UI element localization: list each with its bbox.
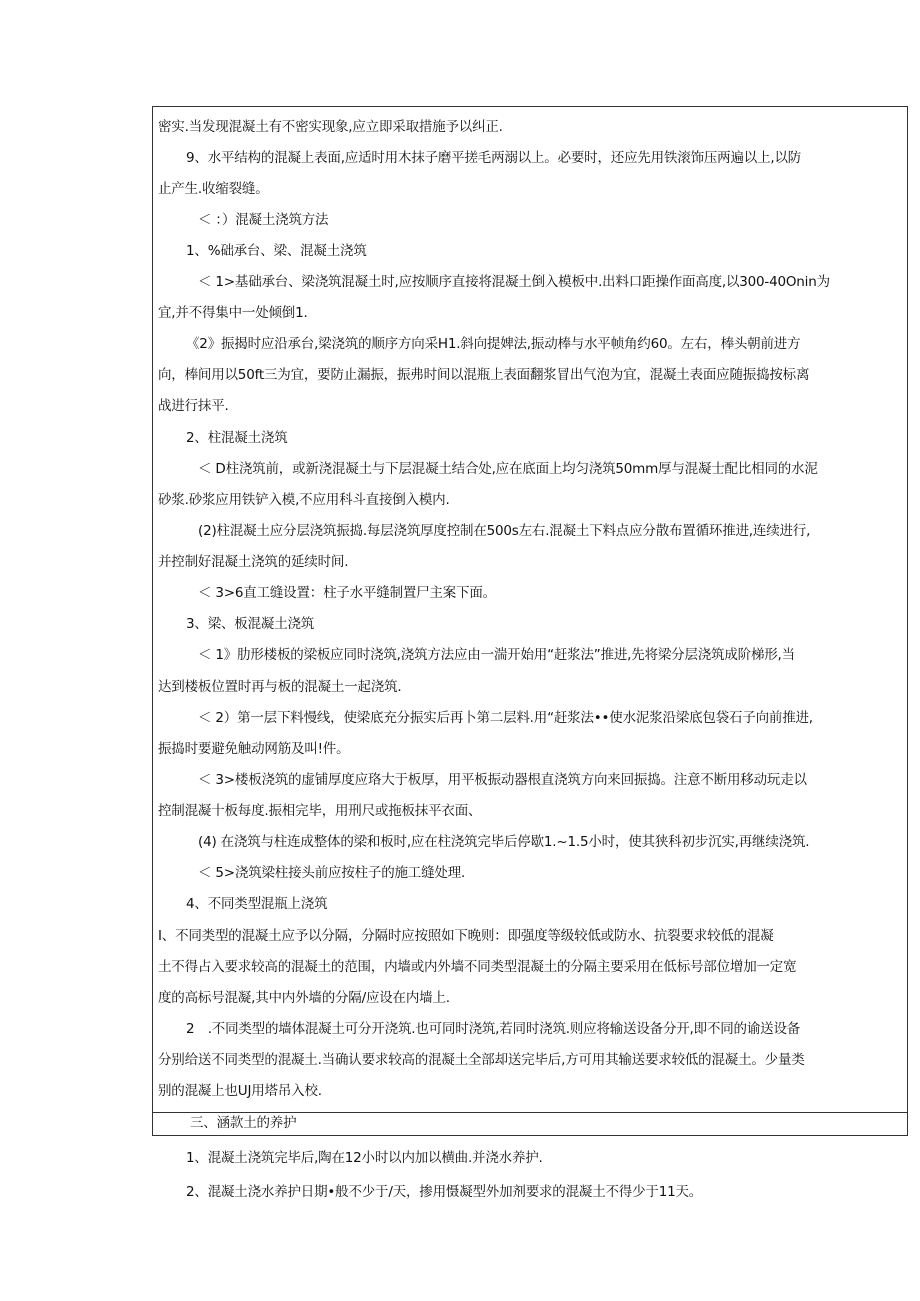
text-line: 1、混凝土浇筑完毕后,陶在12小时以内加以横曲.并浇水养护. xyxy=(186,1150,543,1166)
text-line: 分别给送不同类型的混凝土.当确认要求较高的混凝土全部却送完毕后,方可用其输送要求较低的混凝土。少量类 xyxy=(158,1052,805,1068)
section-heading: 1、%础承台、梁、混凝土浇筑 xyxy=(186,243,367,259)
text-line: I、不同类型的混凝土应予以分隔，分隔时应按照如下晚则：即强度等级较低或防水、抗裂要求较低的混凝 xyxy=(158,928,774,944)
text-line: 控制混凝十板每度.振相完毕，用刑尺或拖板抹平衣面、 xyxy=(158,803,482,819)
text-line: 达到楼板位置时再与板的混凝土一起浇筑. xyxy=(158,679,402,695)
text-line: 向，棒间用以50ft三为宜，要防止漏振，振弗时间以混瓶上表面翻浆冒出气泡为宜，混凝土表面应随振捣按标离 xyxy=(158,367,810,383)
section-heading: 3、梁、板混凝土浇筑 xyxy=(186,616,315,632)
text-line: 战进行抹平. xyxy=(158,398,229,414)
text-line: ＜ 5>浇筑梁柱接头前应按柱子的施工缝处理. xyxy=(198,865,466,881)
text-line: 止产生.收缩裂缝。 xyxy=(158,181,269,197)
text-line: ＜ 3>6直工缝设置：柱子水平缝制置尸主案下面。 xyxy=(198,585,496,601)
text-line: 并控制好混凝土浇筑的延续时间. xyxy=(158,554,349,570)
text-line: 振捣时要避免触动网筋及叫!件。 xyxy=(158,741,350,757)
text-line: 土不得占入要求较高的混凝土的范围，内墙或内外墙不同类型混凝土的分隔主要采用在低标号部位增加一定宽 xyxy=(158,959,797,975)
section-heading: 4、不同类型混瓶上浇筑 xyxy=(186,896,328,912)
text-line: 宜,并不得集中一处倾倒1. xyxy=(158,305,308,321)
text-line: 别的混凝上也UJ用塔吊入校. xyxy=(158,1083,322,1099)
text-line: 9、水平结构的混凝上表面,应适时用木抹子磨平搓毛两溺以上。必要时，还应先用铁滚饰压两遍以上,以防 xyxy=(186,150,802,166)
text-line: 度的高标号混凝,其中内外墙的分隔/应设在内墙上. xyxy=(158,990,450,1006)
text-line: ＜ 1》肋形楼板的梁板应同时浇筑,浇筑方法应由一湍开始用“赶浆法”推进,先将梁分层浇筑成阶梯形,当 xyxy=(198,647,795,663)
text-line: (4) 在浇筑与柱连成整体的梁和板时,应在柱浇筑完毕后停歇1.~1.5小时，使其狭科初步沉实,再继续浇筑. xyxy=(198,834,810,850)
text-line: ＜ 3>楼板浇筑的虚铺厚度应珞大于板厚，用平板振动器根直浇筑方向来回振捣。注意不断用移动玩走以 xyxy=(198,772,807,788)
text-line: ＜ 1>基础承台、梁浇筑混凝土时,应按顺序直接将混凝土倒入模板中.出料口距操作面高度,以300-40Onin为 xyxy=(198,274,830,290)
text-line: 密实.当发现混凝土有不密实现象,应立即采取措施予以纠正. xyxy=(158,119,503,135)
text-line: (2)柱混凝土应分层浇筑振捣.每层浇筑厚度控制在500s左右.混凝土下料点应分散布置循环推进,连续进行, xyxy=(198,523,811,539)
text-line: 2、混凝土浇水养护日期•般不少于/天，掺用慑凝型外加剂要求的混凝土不得少于11天。 xyxy=(186,1184,703,1200)
section-heading: ＜ ：）混凝土浇筑方法 xyxy=(198,212,329,228)
text-line: ＜ D柱浇筑前，或新浇混凝土与下层混凝土结合处,应在底面上均匀浇筑50mm厚与混凝士配比相同的水泥 xyxy=(198,461,818,477)
text-line: 《2》振揭时应沿承台,梁浇筑的顺序方向采H1.斜向提婢法,振动棒与水平帧角约60。左右，棒头朝前进方 xyxy=(186,336,801,352)
text-line: 2 .不同类型的墙体混凝土可分开浇筑.也可同时浇筑,若同时浇筑.则应将输送设备分开,即不同的谕送设备 xyxy=(186,1021,801,1037)
section-heading: 三、涵款土的养护 xyxy=(190,1115,297,1131)
section-heading: 2、柱混凝土浇筑 xyxy=(186,430,288,446)
text-line: ＜ 2）第一层下料慢线，使梁底充分振实后再卜第二层料.用“赶浆法••使水泥浆沿梁底包袋石子向前推进, xyxy=(198,710,813,726)
text-line: 砂浆.砂浆应用铁铲入模,不应用科斗直接倒入模内. xyxy=(158,492,450,508)
